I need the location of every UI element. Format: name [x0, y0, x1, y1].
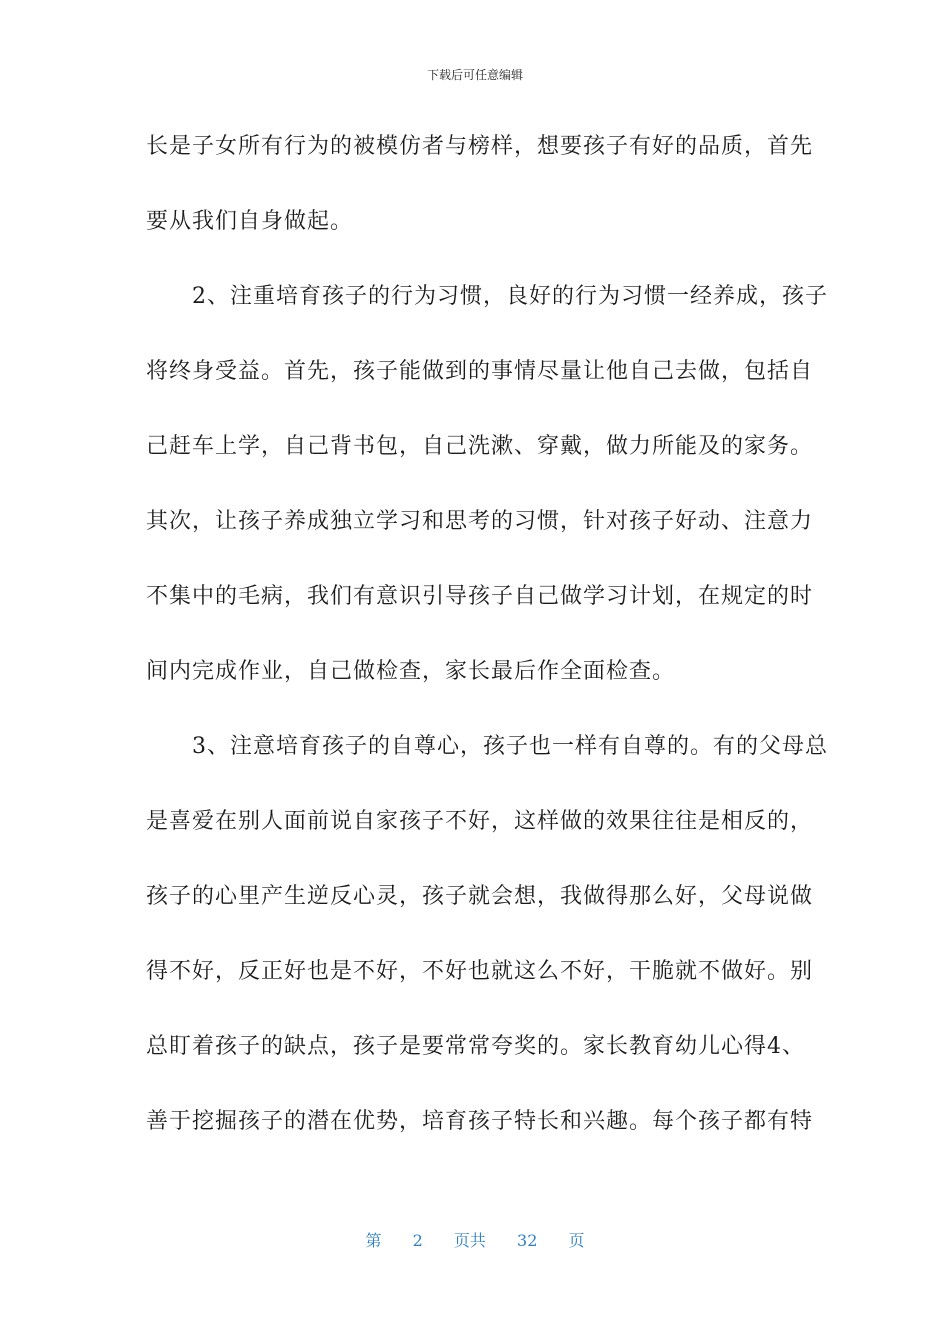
text-line: 2、注重培育孩子的行为习惯，良好的行为习惯一经养成，孩子: [146, 284, 828, 309]
text-line: 总盯着孩子的缺点，孩子是要常常夸奖的。家长教育幼儿心得4、: [146, 1034, 805, 1059]
text-line: 善于挖掘孩子的潜在优势，培育孩子特长和兴趣。每个孩子都有特: [146, 1109, 814, 1134]
page-mid: 页共: [453, 1231, 486, 1250]
text-line: 孩子的心里产生逆反心灵，孩子就会想，我做得那么好，父母说做: [146, 884, 814, 909]
text-line: 3、注意培育孩子的自尊心，孩子也一样有自尊的。有的父母总: [146, 734, 828, 759]
text-line: 间内完成作业，自己做检查，家长最后作全面检查。: [146, 659, 676, 684]
page-suffix: 页: [568, 1231, 585, 1250]
text-line: 要从我们自身做起。: [146, 209, 354, 234]
text-line: 不集中的毛病，我们有意识引导孩子自己做学习计划，在规定的时: [146, 584, 814, 609]
text-line: 是喜爱在别人面前说自家孩子不好，这样做的效果往往是相反的，: [146, 809, 814, 834]
document-body: [146, 118, 828, 1168]
text-line: 己赶车上学，自己背书包，自己洗漱、穿戴，做力所能及的家务。: [146, 434, 814, 459]
page-footer: [0, 1228, 950, 1251]
text-line: 将终身受益。首先，孩子能做到的事情尽量让他自己去做，包括自: [146, 359, 814, 384]
page-total: 32: [517, 1231, 538, 1250]
header-note: 下载后可任意编辑: [426, 68, 523, 82]
text-line: 得不好，反正好也是不好，不好也就这么不好，干脆就不做好。别: [146, 959, 814, 984]
page-number: 2: [412, 1231, 423, 1250]
text-line: 其次，让孩子养成独立学习和思考的习惯，针对孩子好动、注意力: [146, 509, 814, 534]
page-prefix: 第: [365, 1231, 382, 1250]
text-line: 长是子女所有行为的被模仿者与榜样，想要孩子有好的品质，首先: [146, 134, 814, 159]
